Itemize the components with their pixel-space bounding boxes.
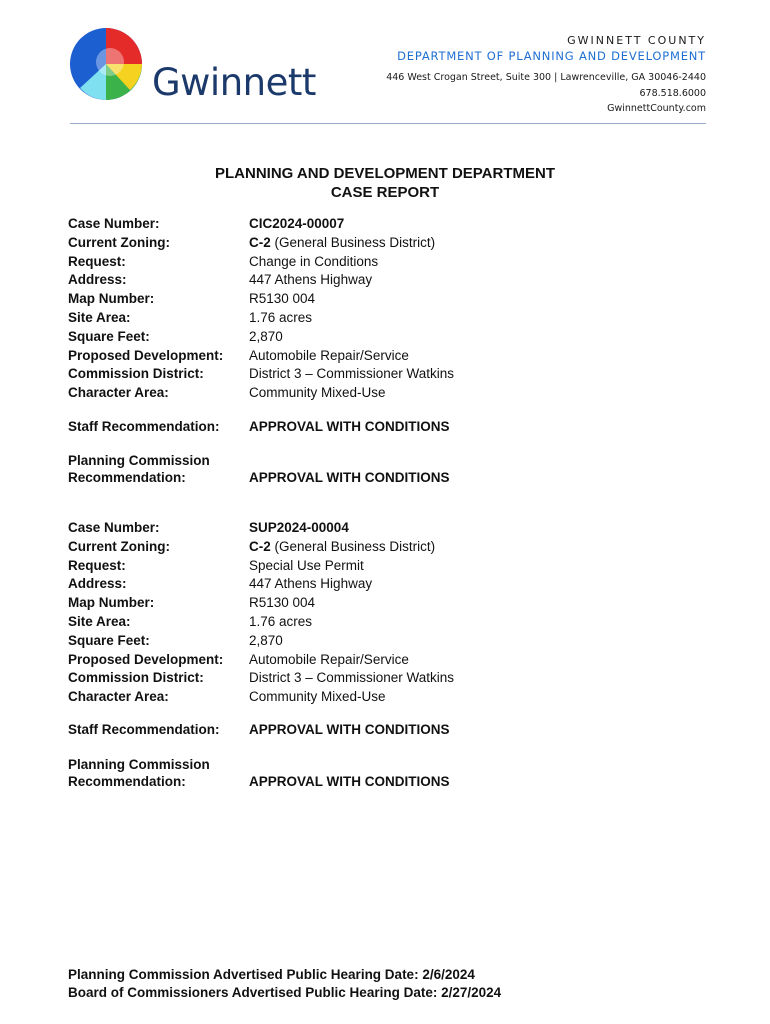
square-feet-value: 2,870 (249, 632, 283, 648)
hearing-dates (68, 966, 501, 1002)
current-zoning-row (68, 538, 708, 557)
department-phone: 678.518.6000 (639, 87, 706, 99)
zoning-description: (General Business District) (270, 234, 436, 250)
planning-commission-value: APPROVAL WITH CONDITIONS (249, 470, 450, 485)
commission-district-label: Commission District: (68, 366, 204, 382)
square-feet-value: 2,870 (249, 328, 283, 344)
request-row (68, 557, 708, 576)
commission-district-row (68, 365, 708, 384)
proposed-development-row (68, 651, 708, 670)
address-label: Address: (68, 576, 127, 592)
address-row (68, 271, 708, 290)
address-value: 447 Athens Highway (249, 272, 373, 288)
map-number-row (68, 594, 708, 613)
zoning-code: C-2 (249, 538, 271, 554)
report-title-line2: CASE REPORT (330, 184, 440, 201)
character-area-row (68, 384, 708, 403)
commission-district-row (68, 669, 708, 688)
current-zoning-label: Current Zoning: (68, 234, 170, 250)
department-header (386, 34, 706, 117)
zoning-description: (General Business District) (270, 538, 436, 554)
proposed-development-value: Automobile Repair/Service (249, 347, 409, 363)
zoning-code: C-2 (249, 234, 271, 250)
commission-district-label: Commission District: (68, 670, 204, 686)
planning-commission-value: APPROVAL WITH CONDITIONS (249, 774, 450, 789)
map-number-label: Map Number: (68, 291, 155, 307)
case-details-1 (68, 215, 708, 403)
address-row (68, 575, 708, 594)
commission-district-value: District 3 – Commissioner Watkins (249, 670, 455, 686)
current-zoning-value (249, 538, 435, 557)
site-area-row (68, 309, 708, 328)
square-feet-row (68, 328, 708, 347)
board-of-commissioners-hearing-date: Board of Commissioners Advertised Public Hearing Date: 2/27/2024 (68, 985, 502, 1000)
request-value: Special Use Permit (249, 557, 364, 573)
staff-recommendation-1 (68, 417, 708, 437)
map-number-value: R5130 004 (249, 291, 316, 307)
case-number-label: Case Number: (68, 216, 160, 231)
map-number-value: R5130 004 (249, 595, 316, 611)
staff-recommendation-2 (68, 720, 708, 740)
character-area-label: Character Area: (68, 689, 169, 705)
planning-commission-label-line2: Recommendation: (68, 470, 186, 485)
character-area-value: Community Mixed-Use (249, 689, 386, 705)
site-area-value: 1.76 acres (249, 309, 313, 325)
report-title-line1: PLANNING AND DEVELOPMENT DEPARTMENT (214, 165, 555, 182)
case-number-label: Case Number: (68, 520, 160, 535)
request-row (68, 253, 708, 272)
request-label: Request: (68, 557, 126, 573)
staff-recommendation-label: Staff Recommendation: (68, 722, 220, 737)
current-zoning-label: Current Zoning: (68, 538, 170, 554)
request-value: Change in Conditions (249, 253, 379, 269)
map-number-label: Map Number: (68, 595, 155, 611)
planning-commission-label-line1: Planning Commission (68, 757, 210, 772)
gwinnett-logo (68, 26, 318, 106)
case-number-value: SUP2024-00004 (249, 520, 349, 535)
department-name: DEPARTMENT OF PLANNING AND DEVELOPMENT (397, 49, 706, 63)
report-title (0, 164, 770, 202)
planning-commission-label-line2: Recommendation: (68, 774, 186, 789)
proposed-development-row (68, 347, 708, 366)
case-number-value: CIC2024-00007 (249, 216, 345, 231)
department-website: GwinnettCounty.com (607, 103, 706, 114)
proposed-development-label: Proposed Development: (68, 347, 224, 363)
planning-commission-hearing-date: Planning Commission Advertised Public Hearing Date: 2/6/2024 (68, 967, 475, 982)
staff-recommendation-value: APPROVAL WITH CONDITIONS (249, 419, 450, 434)
square-feet-label: Square Feet: (68, 328, 150, 344)
logo-wordmark: Gwinnett (152, 61, 316, 104)
header-divider (70, 123, 706, 124)
case-number-row (68, 519, 708, 538)
staff-recommendation-label: Staff Recommendation: (68, 419, 220, 434)
site-area-row (68, 613, 708, 632)
address-label: Address: (68, 272, 127, 288)
character-area-row (68, 688, 708, 707)
case-details-2 (68, 519, 708, 707)
current-zoning-row (68, 234, 708, 253)
current-zoning-value (249, 234, 435, 253)
proposed-development-value: Automobile Repair/Service (249, 651, 409, 667)
gwinnett-logo-icon (68, 26, 148, 106)
address-value: 447 Athens Highway (249, 576, 373, 592)
planning-commission-label (68, 756, 210, 790)
planning-commission-label-line1: Planning Commission (68, 453, 210, 468)
request-label: Request: (68, 253, 126, 269)
county-name: GWINNETT COUNTY (567, 34, 706, 47)
department-address: 446 West Crogan Street, Suite 300 | Lawrenceville, GA 30046-2440 (386, 72, 706, 83)
character-area-value: Community Mixed-Use (249, 385, 386, 401)
staff-recommendation-value: APPROVAL WITH CONDITIONS (249, 722, 450, 737)
square-feet-row (68, 632, 708, 651)
planning-commission-label (68, 452, 210, 486)
proposed-development-label: Proposed Development: (68, 651, 224, 667)
site-area-value: 1.76 acres (249, 613, 313, 629)
case-number-row (68, 215, 708, 234)
commission-district-value: District 3 – Commissioner Watkins (249, 366, 455, 382)
site-area-label: Site Area: (68, 613, 131, 629)
site-area-label: Site Area: (68, 309, 131, 325)
map-number-row (68, 290, 708, 309)
square-feet-label: Square Feet: (68, 632, 150, 648)
character-area-label: Character Area: (68, 385, 169, 401)
